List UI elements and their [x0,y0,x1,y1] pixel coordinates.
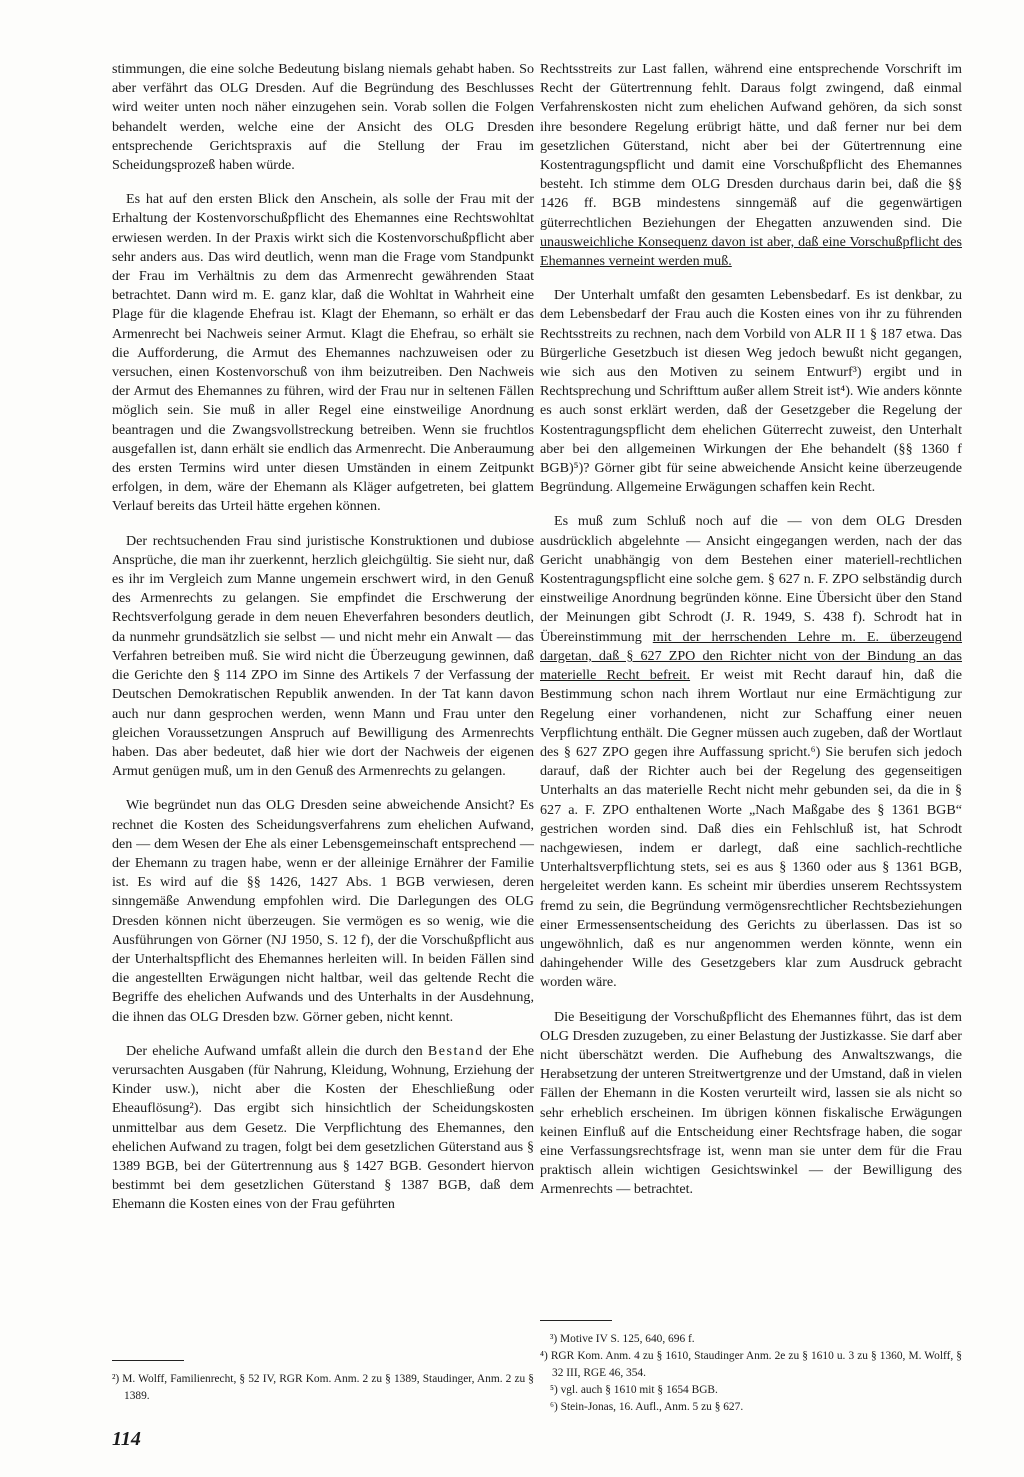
footnote: ⁶) Stein-Jonas, 16. Aufl., Anm. 5 zu § 627. [550,1401,744,1413]
underlined-text: mit der herrschenden Lehre m. E. überzeugend dargetan, daß § 627 ZPO den Richter nicht von der Bindung an das materielle Recht befreit. [540,628,962,684]
paragraph: Der rechtsuchenden Frau sind juristische Konstruktionen und dubiose Ansprüche, die man ihr zuerkennt, herzlich gleichgültig. Sie sieht nur, daß es ihr im Vergleich zum Manne ungemein erschwert wird, in den Genuß des Armenrechts zu gelangen. Sie empfindet die Erschwerung der Rechtsverfolgung gerade in dem neuen Eheverfahren besonders deutlich, da nunmehr grundsätzlich sie selbst — und nicht mehr ein Anwalt — das Verfahren betreiben muß. Sie wird nicht die Überzeugung gewinnen, daß die Gerichte den § 114 ZPO im Sinne des Artikels 7 der Verfassung der Deutschen Demokratischen Republik anwenden. In der Tat kann davon auch nur dann gesprochen werden, wenn Mann und Frau unter den gleichen Voraussetzungen Anspruch auf Bewilligung des Armenrechts haben. Das aber bedeutet, daß hier wie dort der Nachweis der eigenen Armut genügen muß, um in den Genuß des Armenrechts zu gelangen. [112,532,534,780]
footnote: ⁵) vgl. auch § 1610 mit § 1654 BGB. [550,1384,718,1396]
left-column [112,60,534,1230]
footnote: ³) Motive IV S. 125, 640, 696 f. [550,1333,695,1345]
paragraph: Der Unterhalt umfaßt den gesamten Lebensbedarf. Es ist denkbar, zu dem Lebensbedarf der Frau auch die Kosten eines von ihr zu führenden Rechtsstreits zu rechnen, nach dem Vorbild von ALR II 1 § 187 etwa. Das Bürgerliche Gesetzbuch ist diesen Weg jedoch bewußt nicht gegangen, wie sich aus den Motiven zu seinem Entwurf³) ergibt und in Rechtsprechung und Schrifttum außer allem Streit ist⁴). Wie anders könnte es auch sonst erklärt werden, daß der Gesetzgeber die Regelung der Kostentragungspflicht dem ehelichen Güterrecht zuweist, den Unterhalt aber bei den allgemeinen Wirkungen der Ehe behandelt (§§ 1360 f BGB)⁵)? Görner gibt für seine abweichende Ansicht keine überzeugende Begründung. Allgemeine Erwägungen schaffen kein Recht. [540,287,962,496]
page-number: 114 [112,1428,141,1450]
paragraph: stimmungen, die eine solche Bedeutung bislang niemals gehabt haben. So aber verfährt das OLG Dresden. Auf die Begründung des Beschlusses wird weiter unten noch näher einzugehen sein. Vorab sollen die Folgen behandelt werden, welche eine der Ansicht des OLG Dresden entsprechende Gerichtspraxis auf die Stellung der Frau im Scheidungsprozeß haben würde. [112,61,534,174]
paragraph: Wie begründet nun das OLG Dresden seine abweichende Ansicht? Es rechnet die Kosten des Scheidungsverfahrens zum ehelichen Aufwand, den — dem Wesen der Ehe als einer Lebensgemeinschaft entsprechend — der Ehemann zu tragen habe, wenn er der alleinige Ernährer der Familie ist. Es wird auf die §§ 1426, 1427 Abs. 1 BGB verwiesen, deren sinngemäße Anwendung empfohlen wird. Die Darlegungen des OLG Dresden können nicht überzeugen. Sie vermögen es so wenig, wie die Ausführungen von Görner (NJ 1950, S. 12 f), der die Vorschußpflicht aus der Unterhaltspflicht des Ehemannes herleiten will. In beiden Fällen sind die angestellten Erwägungen nicht haltbar, weil das geltende Recht die Begriffe des ehelichen Aufwands und des Unterhalts in der Ausdehnung, die ihnen das OLG Dresden bzw. Görner geben, nicht kennt. [112,797,534,1025]
paragraph [540,512,962,992]
footnote: ²) M. Wolff, Familienrecht, § 52 IV, RGR Kom. Anm. 2 zu § 1389, Staudinger, Anm. 2 zu § 1389. [112,1373,534,1402]
underlined-text: unausweichliche Konsequenz davon ist aber, daß eine Vorschußpflicht des Ehemannes verneint werden muß. [540,233,962,270]
text-run: Rechtsstreits zur Last fallen, während eine entsprechende Vorschrift im Recht der Gütertrennung fehlt. Daraus folgt zwingend, daß einmal Verfahrenskosten nicht zum ehelichen Aufwand gehören, da sich sonst ihre besondere Regelung erübrigt hätte, und daß ferner nur bei dem gesetzlichen Güterstand, nicht aber bei der Gütertrennung eine Kostentragungspflicht und damit eine Vorschußpflicht des Ehemannes besteht. Ich stimme dem OLG Dresden durchaus darin bei, daß die §§ 1426 ff. BGB mindestens sinngemäß auf die gegenwärtigen güterrechtlichen Beziehungen der Ehegatten anzuwenden sind. Die [540,61,962,231]
right-footnotes [540,1320,962,1416]
text-run: Es muß zum Schluß noch auf die — von dem OLG Dresden ausdrücklich abgelehnte — Ansicht eingegangen werden, nach der das Gericht unabhängig von dem Bestehen einer materiell-rechtlichen Kostentragungspflicht eine solche gem. § 627 n. F. ZPO selbständig durch einstweilige Anordnung begründen könne. Eine Übersicht über den Stand der Meinungen gibt Schrodt (J. R. 1949, S. 438 f). Schrodt hat in Übereinstimmung [540,513,962,645]
footnote-rule [112,1360,184,1361]
paragraph [540,60,962,271]
text-run: Er weist mit Recht darauf hin, daß die Bestimmung schon nach ihrem Wortlaut nur eine Ermächtigung zur Regelung einer vorhandenen, nicht zur Schaffung einer neuen Verpflichtung enthält. Die Gegner müssen auch zugeben, daß der Wortlaut des § 627 ZPO gegen ihre Auffassung spricht.⁶) Sie berufen sich jedoch darauf, daß der Richter auch bei der Regelung des gegenseitigen Unterhalts an das materielle Recht nicht mehr gebunden sei, da die in § 627 a. F. ZPO enthaltenen Worte „Nach Maßgabe des § 1361 BGB“ gestrichen worden sind. Daß dies ein Fehlschluß ist, hat Schrodt nachgewiesen, indem er darlegt, daß eine sachlich-rechtliche Unterhaltsverpflichtung stets, sei es aus § 1360 oder aus § 1361 BGB, hergeleitet werden kann. Es scheint mir überdies unserem Rechtssystem fremd zu sein, die Begründung vermögensrechtlicher Rechtsbeziehungen einer Ermessensentscheidung des Gerichts zu überlassen. Das ist so ungewöhnlich, daß es nur angenommen werden könnte, wenn ein dahingehender Wille des Gesetzgebers klar zum Ausdruck gebracht worden wäre. [540,667,963,991]
text-run: der Ehe verursachten Ausgaben (für Nahrung, Kleidung, Wohnung, Erziehung der Kinder usw.), nicht aber die Kosten der Eheschließung oder Eheauflösung²). Das ergibt sich hinsichtlich der Scheidungskosten unmittelbar aus dem Gesetz. Die Verpflichtung des Ehemannes, den ehelichen Aufwand zu tragen, folgt bei dem gesetzlichen Güterstand aus § 1389 BGB, bei der Gütertrennung aus § 1427 BGB. Gesondert hiervon bestimmt bei dem gesetzlichen Güterstand § 1387 BGB, daß dem Ehemann die Kosten eines von der Frau geführten [112,1042,534,1213]
paragraph: Die Beseitigung der Vorschußpflicht des Ehemannes führt, das ist dem OLG Dresden zuzugeben, zu einer Belastung der Justizkasse. Sie darf aber nicht überschätzt werden. Die Aufhebung des Anwaltszwangs, die Herabsetzung der unteren Streitwertgrenze und der Umstand, daß in vielen Fällen der Ehemann in die Kosten verurteilt wird, lassen sie als nicht so sehr erheblich erscheinen. Im übrigen können fiskalische Erwägungen keinen Einfluß auf die Entscheidung einer Rechtsfrage haben, die sogar eine Verfassungsrechtsfrage ist, wenn man sie unter dem für die Frau praktisch allein wichtigen Gesichtswinkel — der Bewilligung des Armenrechts — betrachtet. [540,1008,962,1198]
left-footnotes [112,1360,534,1405]
footnote-rule [540,1320,612,1321]
right-column [540,60,962,1215]
text-run: Der eheliche Aufwand umfaßt allein die durch den [126,1042,428,1059]
emphasized-text: Bestand [427,1042,484,1059]
paragraph: Es hat auf den ersten Blick den Anschein, als solle der Frau mit der Erhaltung der Kostenvorschußpflicht des Ehemannes eine Rechtswohltat erwiesen werden. In der Praxis wirkt sich die Kostenvorschußpflicht aber sehr anders aus. Das wird deutlich, wenn man die Frage vom Standpunkt der Frau im Verhältnis zu dem das Armenrecht gewährenden Staat betrachtet. Dann wird m. E. ganz klar, daß die Wohltat in Wahrheit eine Plage für die klagende Ehefrau ist. Klagt der Ehemann, so erhält er das Armenrecht bei Nachweis seiner Armut. Klagt die Ehefrau, so erhält sie die Aufforderung, die Armut des Ehemannes nachzuweisen oder zu versuchen, einen Kostenvorschuß von ihm beizutreiben. Den Nachweis der Armut des Ehemannes zu führen, wird der Frau nur in seltenen Fällen möglich sein. Sie muß in aller Regel eine einstweilige Anordnung beantragen und die Zwangsvollstreckung betreiben. Wenn sie fruchtlos ausgefallen ist, dann erhält sie endlich das Armenrecht. Die Anberaumung des ersten Termins wird unter diesen Umständen in einem Zeitpunkt erfolgen, in dem, wäre der Ehemann als Kläger aufgetreten, bei glattem Verlauf bereits das Urteil hätte ergehen können. [112,191,534,515]
footnote: ⁴) RGR Kom. Anm. 4 zu § 1610, Staudinger Anm. 2e zu § 1610 u. 3 zu § 1360, M. Wolff, § 32 III, RGE 46, 354. [540,1350,962,1379]
paragraph [112,1042,534,1215]
